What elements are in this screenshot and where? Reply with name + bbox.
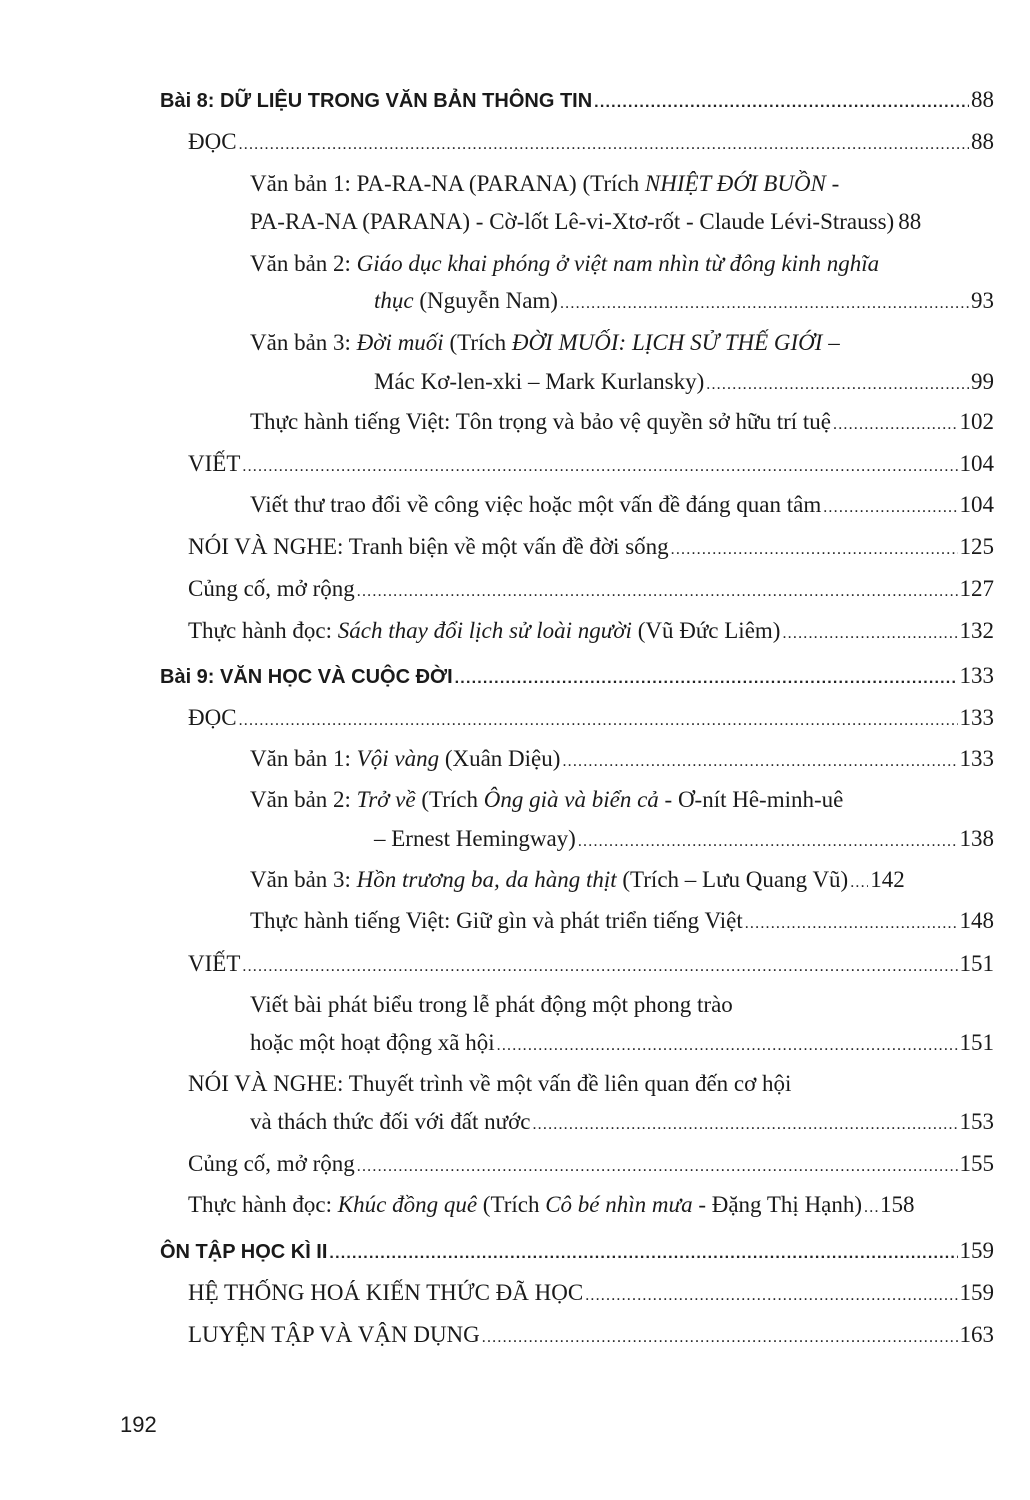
page-ref: 132 bbox=[959, 618, 994, 643]
toc-entry-speak-line-1[interactable] bbox=[188, 1070, 791, 1098]
entry-title-italic: Ông già và biển cả bbox=[483, 787, 659, 812]
entry-label-suffix: - bbox=[825, 171, 840, 196]
toc-entry-practice[interactable] bbox=[250, 907, 994, 938]
entry-title-italic: thục bbox=[374, 288, 414, 313]
entry-title-italic: Hồn trương ba, da hàng thịt bbox=[356, 867, 617, 892]
page-ref: 159 bbox=[959, 1238, 994, 1263]
page-ref: 133 bbox=[959, 746, 994, 771]
lesson-8-heading[interactable] bbox=[160, 86, 994, 117]
leader-dots bbox=[455, 665, 958, 693]
entry-label-mid: (Trích bbox=[415, 787, 484, 812]
page-ref: 104 bbox=[959, 492, 994, 517]
leader-dots bbox=[329, 1240, 957, 1268]
toc-entry-doc[interactable] bbox=[188, 704, 994, 735]
toc-entry-text-3-line-1[interactable] bbox=[250, 329, 840, 357]
leader-dots bbox=[242, 953, 957, 981]
entry-label: Thực hành tiếng Việt: Tôn trọng và bảo vệ quyền sở hữu trí tuệ bbox=[250, 409, 831, 434]
toc-entry-speak-line-2[interactable] bbox=[250, 1108, 994, 1139]
leader-dots bbox=[578, 828, 958, 856]
entry-title-italic: ĐỜI MUỐI: LỊCH SỬ THẾ GIỚI bbox=[511, 330, 823, 355]
leader-dots bbox=[671, 536, 958, 564]
leader-dots bbox=[357, 578, 958, 606]
entry-label: LUYỆN TẬP VÀ VẬN DỤNG bbox=[188, 1322, 480, 1347]
page-ref: 151 bbox=[959, 1030, 994, 1055]
leader-dots bbox=[532, 1111, 957, 1139]
entry-label: và thách thức đối với đất nước bbox=[250, 1109, 531, 1134]
entry-label-suffix: (Vũ Đức Liêm) bbox=[631, 618, 781, 643]
entry-label: PA-RA-NA (PARANA) - Cờ-lốt Lê-vi-Xtơ-rốt - Claude Lévi-Strauss) bbox=[250, 209, 895, 234]
leader-dots bbox=[864, 1194, 878, 1222]
entry-title-italic: Vội vàng bbox=[356, 746, 440, 771]
page-ref: 163 bbox=[959, 1322, 994, 1347]
entry-label: ĐỌC bbox=[188, 129, 237, 154]
leader-dots bbox=[482, 1324, 958, 1352]
toc-entry-consolidate[interactable] bbox=[188, 575, 994, 606]
toc-entry-text-2-line-1[interactable] bbox=[250, 786, 843, 814]
leader-dots bbox=[823, 494, 957, 522]
page-ref: 133 bbox=[959, 663, 994, 688]
entry-label: VIẾT bbox=[188, 451, 241, 476]
leader-dots bbox=[497, 1032, 958, 1060]
entry-label: Thực hành đọc: bbox=[188, 1192, 338, 1217]
page-ref: 155 bbox=[959, 1151, 994, 1176]
toc-entry-text-1-line-1[interactable] bbox=[250, 170, 839, 198]
entry-label: Thực hành tiếng Việt: Giữ gìn và phát triển tiếng Việt bbox=[250, 908, 743, 933]
page-ref: 142 bbox=[870, 867, 905, 892]
entry-label: Mác Kơ-len-xki – Mark Kurlansky) bbox=[374, 369, 705, 394]
leader-dots bbox=[562, 748, 957, 776]
toc-entry-reading[interactable] bbox=[188, 617, 994, 648]
toc-entry-text-2-line-2[interactable] bbox=[374, 825, 994, 856]
entry-label: Thực hành đọc: bbox=[188, 618, 338, 643]
lesson-9-title: Bài 9: VĂN HỌC VÀ CUỘC ĐỜI bbox=[160, 666, 453, 688]
toc-entry-practice[interactable] bbox=[250, 408, 994, 439]
leader-dots bbox=[850, 869, 868, 897]
page-ref: 93 bbox=[971, 288, 994, 313]
entry-label: – Ernest Hemingway) bbox=[374, 826, 576, 851]
entry-label: Văn bản 3: bbox=[250, 330, 357, 355]
entry-label-suffix: (Trích – Lưu Quang Vũ) bbox=[616, 867, 849, 892]
page-ref: 125 bbox=[959, 534, 994, 559]
lesson-8-title: Bài 8: DỮ LIỆU TRONG VĂN BẢN THÔNG TIN bbox=[160, 90, 593, 112]
toc-entry-practice-apply[interactable] bbox=[188, 1321, 994, 1352]
leader-dots bbox=[833, 411, 958, 439]
toc-entry-system[interactable] bbox=[188, 1279, 994, 1310]
page-ref: 88 bbox=[898, 209, 922, 234]
entry-label: ĐỌC bbox=[188, 705, 237, 730]
leader-dots bbox=[745, 910, 958, 938]
entry-label: Củng cố, mở rộng bbox=[188, 1151, 355, 1176]
toc-entry-write-item[interactable] bbox=[250, 491, 994, 522]
entry-label: Văn bản 2: bbox=[250, 787, 357, 812]
toc-entry-doc[interactable] bbox=[188, 128, 994, 159]
page-ref: 127 bbox=[959, 576, 994, 601]
entry-title-italic: Sách thay đổi lịch sử loài người bbox=[337, 618, 632, 643]
entry-title-italic: Cô bé nhìn mưa bbox=[545, 1192, 693, 1217]
toc-entry-text-2-line-2[interactable] bbox=[374, 287, 994, 318]
toc-entry-consolidate[interactable] bbox=[188, 1150, 994, 1181]
entry-label: Củng cố, mở rộng bbox=[188, 576, 355, 601]
page-ref: 99 bbox=[971, 369, 994, 394]
entry-title-italic: Giáo dục khai phóng ở việt nam nhìn từ đông kinh nghĩa bbox=[356, 251, 880, 276]
entry-title-italic: NHIỆT ĐỚI BUỒN bbox=[644, 171, 826, 196]
lesson-9-heading[interactable] bbox=[160, 662, 994, 693]
page-number: 192 bbox=[120, 1412, 157, 1437]
toc-entry-text-2-line-1[interactable] bbox=[250, 250, 879, 278]
entry-label: HỆ THỐNG HOÁ KIẾN THỨC ĐÃ HỌC bbox=[188, 1280, 584, 1305]
entry-title-italic: Trở về bbox=[356, 787, 416, 812]
toc-entry-speak[interactable] bbox=[188, 533, 994, 564]
toc-entry-text-1[interactable] bbox=[250, 745, 994, 776]
page-ref: 153 bbox=[959, 1109, 994, 1134]
entry-label-mid: (Trích bbox=[443, 330, 512, 355]
entry-title-italic: Đời muối bbox=[356, 330, 444, 355]
toc-entry-text-1-line-2[interactable] bbox=[250, 208, 994, 236]
leader-dots bbox=[594, 89, 969, 117]
entry-label-mid: (Trích bbox=[477, 1192, 546, 1217]
toc-entry-write[interactable] bbox=[188, 450, 994, 481]
toc-entry-text-3[interactable] bbox=[250, 866, 994, 897]
entry-label-suffix: – bbox=[822, 330, 840, 355]
entry-label-suffix: - Đặng Thị Hạnh) bbox=[692, 1192, 863, 1217]
leader-dots bbox=[239, 131, 969, 159]
leader-dots bbox=[242, 453, 957, 481]
entry-label: (Nguyễn Nam) bbox=[413, 288, 558, 313]
toc-entry-write[interactable] bbox=[188, 950, 994, 981]
page-ref: 133 bbox=[959, 705, 994, 730]
toc-entry-reading[interactable] bbox=[188, 1191, 994, 1222]
page-ref: 88 bbox=[971, 129, 994, 154]
entry-label: hoặc một hoạt động xã hội bbox=[250, 1030, 495, 1055]
entry-label: Văn bản 3: bbox=[250, 867, 357, 892]
entry-label: Viết thư trao đổi về công việc hoặc một vấn đề đáng quan tâm bbox=[250, 492, 822, 517]
review-heading[interactable] bbox=[160, 1237, 994, 1268]
leader-dots bbox=[782, 620, 957, 648]
page-ref: 148 bbox=[959, 908, 994, 933]
toc-entry-write-item-line-1[interactable] bbox=[250, 991, 733, 1019]
entry-label: NÓI VÀ NGHE: Thuyết trình về một vấn đề liên quan đến cơ hội bbox=[188, 1071, 792, 1096]
page-ref: 151 bbox=[959, 951, 994, 976]
entry-title-italic: Khúc đồng quê bbox=[337, 1192, 478, 1217]
entry-label: Văn bản 1: PA-RA-NA (PARANA) (Trích bbox=[250, 171, 645, 196]
entry-label: NÓI VÀ NGHE: Tranh biện về một vấn đề đời sống bbox=[188, 534, 669, 559]
page-ref: 104 bbox=[959, 451, 994, 476]
entry-label-suffix: (Xuân Diệu) bbox=[439, 746, 561, 771]
page-ref: 138 bbox=[959, 826, 994, 851]
page-ref: 102 bbox=[959, 409, 994, 434]
page-ref: 159 bbox=[959, 1280, 994, 1305]
leader-dots bbox=[560, 290, 969, 318]
leader-dots bbox=[239, 707, 958, 735]
leader-dots bbox=[357, 1153, 958, 1181]
review-title: ÔN TẬP HỌC KÌ II bbox=[160, 1241, 328, 1263]
page-ref: 88 bbox=[971, 87, 994, 112]
entry-label: Viết bài phát biểu trong lễ phát động một phong trào bbox=[250, 992, 733, 1017]
leader-dots bbox=[585, 1282, 957, 1310]
leader-dots bbox=[706, 371, 969, 399]
entry-label: VIẾT bbox=[188, 951, 241, 976]
entry-label: Văn bản 2: bbox=[250, 251, 357, 276]
toc-entry-text-3-line-2[interactable] bbox=[374, 368, 994, 399]
entry-label: Văn bản 1: bbox=[250, 746, 357, 771]
entry-label-suffix: - Ơ-nít Hê-minh-uê bbox=[658, 787, 844, 812]
page-ref: 158 bbox=[880, 1192, 915, 1217]
toc-entry-write-item-line-2[interactable] bbox=[250, 1029, 994, 1060]
